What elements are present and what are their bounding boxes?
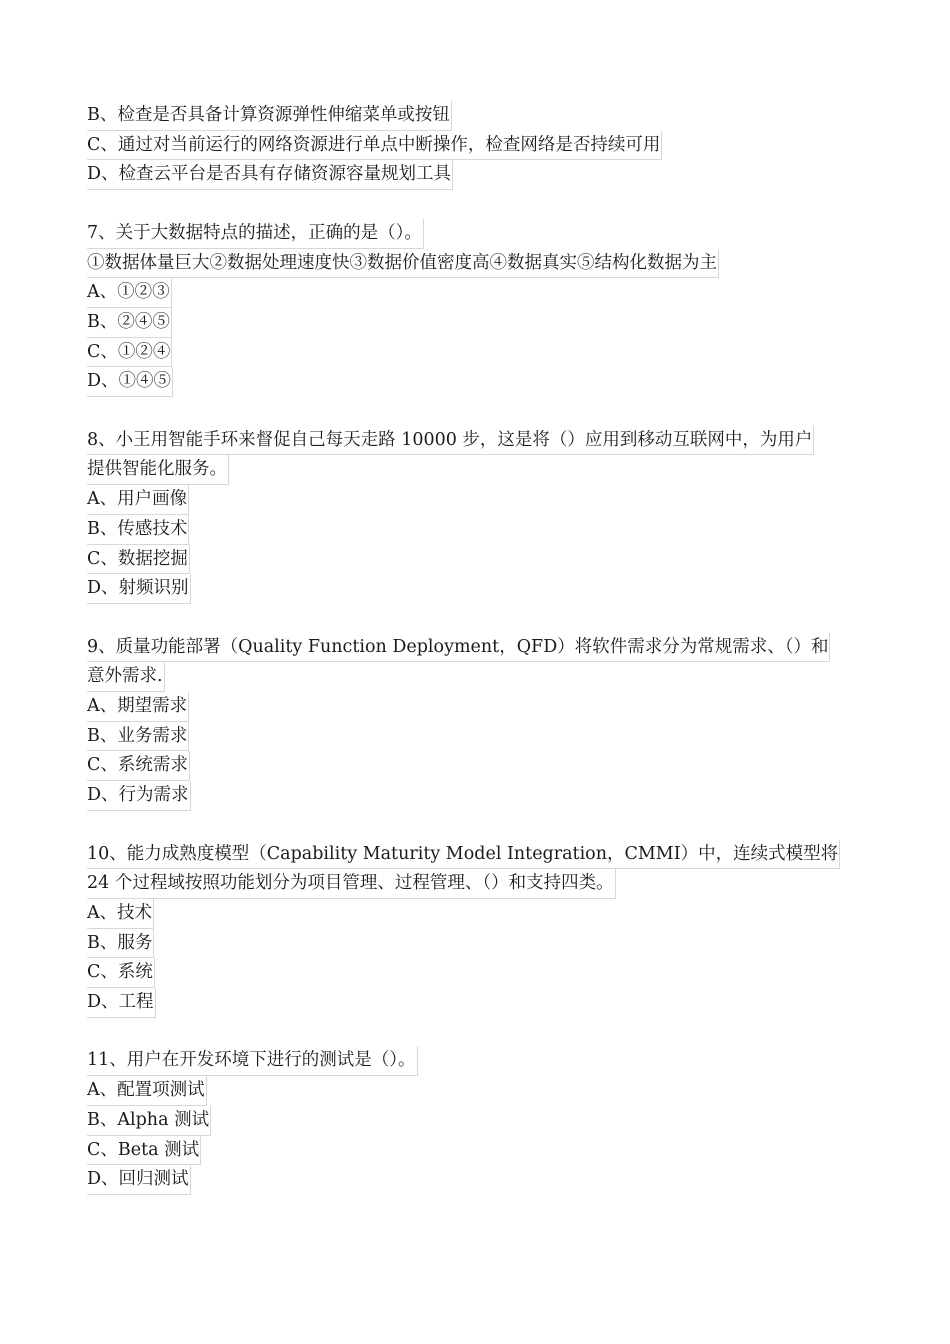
question-stem-continued: 24 个过程域按照功能划分为项目管理、过程管理、（）和支持四类。 bbox=[87, 869, 616, 899]
option-b: B、检查是否具备计算资源弹性伸缩菜单或按钮 bbox=[87, 101, 452, 131]
option-c: C、数据挖掘 bbox=[87, 545, 190, 575]
question-8 bbox=[87, 426, 877, 604]
option-b: B、服务 bbox=[87, 929, 154, 959]
question-stem: 7、关于大数据特点的描述，正确的是（）。 bbox=[87, 219, 424, 249]
option-a: A、配置项测试 bbox=[87, 1076, 207, 1106]
question-6-tail bbox=[87, 101, 877, 190]
document-page bbox=[87, 101, 877, 1195]
option-d: D、①④⑤ bbox=[87, 367, 173, 397]
question-stem: 10、能力成熟度模型（Capability Maturity Model Integration，CMMI）中，连续式模型将 bbox=[87, 840, 840, 870]
option-c: C、通过对当前运行的网络资源进行单点中断操作，检查网络是否持续可用 bbox=[87, 131, 662, 161]
option-a: A、期望需求 bbox=[87, 692, 189, 722]
option-d: D、行为需求 bbox=[87, 781, 191, 811]
question-stem-continued: ①数据体量巨大②数据处理速度快③数据价值密度高④数据真实⑤结构化数据为主 bbox=[87, 249, 719, 279]
option-d: D、射频识别 bbox=[87, 574, 191, 604]
option-a: A、技术 bbox=[87, 899, 154, 929]
question-11 bbox=[87, 1046, 877, 1195]
option-d: D、回归测试 bbox=[87, 1165, 191, 1195]
option-c: C、系统需求 bbox=[87, 751, 190, 781]
option-c: C、Beta 测试 bbox=[87, 1136, 201, 1166]
question-stem-continued: 意外需求. bbox=[87, 662, 165, 692]
question-stem: 11、用户在开发环境下进行的测试是（）。 bbox=[87, 1046, 418, 1076]
option-b: B、Alpha 测试 bbox=[87, 1106, 211, 1136]
option-b: B、业务需求 bbox=[87, 722, 189, 752]
option-b: B、传感技术 bbox=[87, 515, 189, 545]
option-a: A、①②③ bbox=[87, 278, 172, 308]
option-a: A、用户画像 bbox=[87, 485, 189, 515]
option-b: B、②④⑤ bbox=[87, 308, 172, 338]
question-stem: 9、质量功能部署（Quality Function Deployment，QFD）将软件需求分为常规需求、（）和 bbox=[87, 633, 830, 663]
question-10 bbox=[87, 840, 877, 1018]
option-d: D、检查云平台是否具有存储资源容量规划工具 bbox=[87, 160, 453, 190]
option-c: C、①②④ bbox=[87, 338, 172, 368]
question-7 bbox=[87, 219, 877, 397]
option-d: D、工程 bbox=[87, 988, 156, 1018]
option-c: C、系统 bbox=[87, 958, 155, 988]
question-stem-continued: 提供智能化服务。 bbox=[87, 455, 229, 485]
question-stem: 8、小王用智能手环来督促自己每天走路 10000 步，这是将（）应用到移动互联网中，为用户 bbox=[87, 426, 814, 456]
question-9 bbox=[87, 633, 877, 811]
